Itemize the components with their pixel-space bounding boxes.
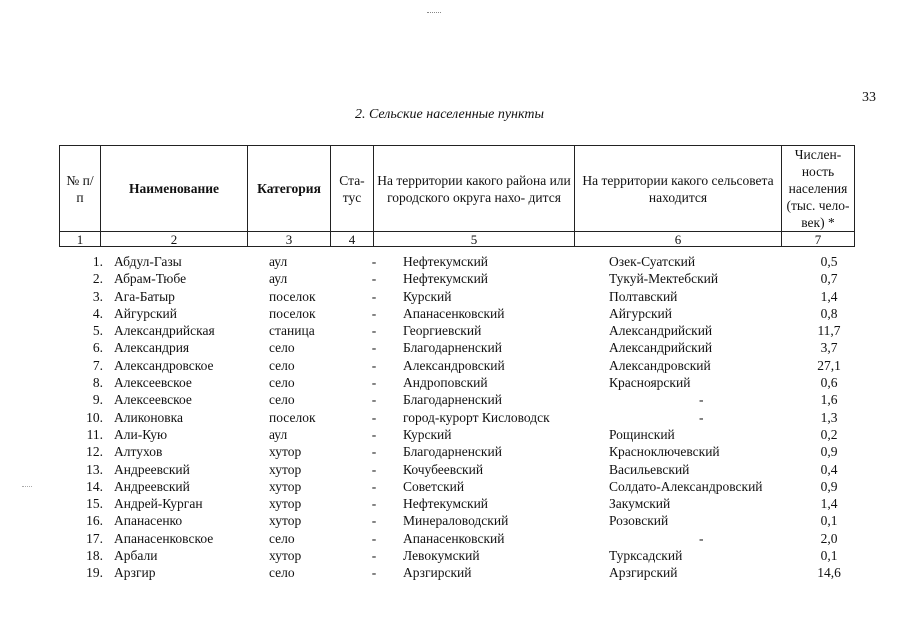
row-number: 3. [92, 288, 103, 304]
district-name: Левокумский [403, 548, 480, 564]
table-row [59, 530, 854, 547]
population-value: 0,4 [820, 461, 838, 477]
settlement-category: хутор [269, 496, 302, 512]
row-number: 9. [92, 392, 103, 408]
table-row [59, 461, 854, 478]
row-number: 15. [86, 496, 103, 512]
council-name: Александрийский [609, 340, 713, 356]
column-number: 1 [60, 232, 101, 247]
population-value: 11,7 [817, 323, 841, 339]
side-scan-mark [22, 486, 32, 487]
row-number: 17. [86, 530, 103, 546]
population-value: 3,7 [820, 340, 838, 356]
table-row [59, 357, 854, 374]
table-row [59, 339, 854, 356]
column-number: 7 [782, 232, 855, 247]
settlement-name: Абдул-Газы [114, 254, 182, 269]
settlement-status: - [371, 513, 377, 529]
district-name: Курский [403, 426, 452, 442]
district-name: Благодарненский [403, 340, 502, 356]
row-number: 2. [92, 271, 103, 287]
row-number: 13. [86, 461, 103, 477]
council-name: Турксадский [609, 548, 683, 564]
population-value: 0,1 [820, 548, 838, 564]
column-number: 6 [575, 232, 782, 247]
district-name: Апанасенковский [403, 530, 505, 546]
settlement-status: - [371, 530, 377, 546]
district-name: Советский [403, 478, 465, 494]
settlement-category: аул [269, 426, 288, 442]
row-number: 7. [92, 357, 103, 373]
settlement-category: поселок [269, 409, 316, 425]
settlement-name: Арзгир [114, 565, 156, 581]
settlement-category: село [269, 340, 295, 356]
district-name: Нефтекумский [403, 271, 489, 287]
settlement-name: Арбали [114, 548, 158, 564]
population-value: 1,3 [820, 409, 838, 425]
settlement-status: - [371, 478, 377, 494]
header-status: Ста- тус [331, 146, 374, 232]
population-value: 14,6 [817, 565, 841, 581]
settlement-category: аул [269, 271, 288, 287]
population-value: 0,6 [820, 375, 838, 391]
settlement-category: хутор [269, 548, 302, 564]
table-header [59, 145, 855, 247]
population-value: 0,9 [820, 444, 838, 460]
settlement-status: - [371, 254, 377, 269]
council-name: Розовский [609, 513, 669, 529]
table-row [59, 374, 854, 391]
council-name: Закумский [609, 496, 671, 512]
population-value: 27,1 [817, 357, 841, 373]
district-name: Минераловодский [403, 513, 509, 529]
settlement-name: Алексеевское [114, 392, 192, 408]
settlement-status: - [371, 461, 377, 477]
column-number: 5 [374, 232, 575, 247]
district-name: Арзгирский [403, 565, 472, 581]
header-num: № п/п [60, 146, 101, 232]
council-name: Айгурский [609, 305, 673, 321]
settlement-status: - [371, 305, 377, 321]
settlement-name: Али-Кую [114, 426, 168, 442]
district-name: Благодарненский [403, 392, 502, 408]
settlement-status: - [371, 357, 377, 373]
header-population: Числен- ность населения (тыс. чело- век) * [782, 146, 855, 232]
council-name: Красноключевский [609, 444, 720, 460]
row-number: 8. [92, 375, 103, 391]
settlement-category: поселок [269, 305, 316, 321]
settlement-category: хутор [269, 513, 302, 529]
district-name: Апанасенковский [403, 305, 505, 321]
table-row [59, 443, 854, 460]
council-name: - [699, 392, 704, 408]
table-row [59, 426, 854, 443]
settlement-category: хутор [269, 478, 302, 494]
table-row [59, 391, 854, 408]
population-value: 0,9 [820, 478, 838, 494]
settlement-status: - [371, 409, 377, 425]
settlement-category: станица [269, 323, 315, 339]
settlement-status: - [371, 323, 377, 339]
settlement-name: Андреевский [114, 461, 190, 477]
settlement-category: хутор [269, 444, 302, 460]
row-number: 4. [92, 305, 103, 321]
council-name: - [699, 409, 704, 425]
settlement-category: село [269, 357, 295, 373]
council-name: - [699, 530, 704, 546]
settlement-status: - [371, 496, 377, 512]
row-number: 5. [92, 323, 103, 339]
population-value: 0,7 [820, 271, 838, 287]
settlement-name: Алтухов [114, 444, 163, 460]
settlement-category: поселок [269, 288, 316, 304]
table-row [59, 547, 854, 564]
settlement-name: Апанасенко [114, 513, 183, 529]
council-name: Полтавский [609, 288, 678, 304]
district-name: Нефтекумский [403, 496, 489, 512]
table-body [59, 253, 854, 582]
settlement-name: Аликоновка [114, 409, 184, 425]
row-number: 12. [86, 444, 103, 460]
district-name: Благодарненский [403, 444, 502, 460]
settlement-name: Апанасенковское [114, 530, 214, 546]
settlement-status: - [371, 548, 377, 564]
row-number: 14. [86, 478, 103, 494]
district-name: Георгиевский [403, 323, 482, 339]
settlement-name: Айгурский [114, 305, 178, 321]
settlement-status: - [371, 271, 377, 287]
settlement-name: Алексеевское [114, 375, 192, 391]
district-name: Александровский [403, 357, 505, 373]
row-number: 6. [92, 340, 103, 356]
section-title: 2. Сельские населенные пункты [355, 107, 544, 122]
council-name: Васильевский [609, 461, 690, 477]
settlement-name: Андрей-Курган [114, 496, 203, 512]
settlement-category: хутор [269, 461, 302, 477]
district-name: Курский [403, 288, 452, 304]
header-category: Категория [248, 146, 331, 232]
column-number: 2 [101, 232, 248, 247]
settlement-status: - [371, 426, 377, 442]
population-value: 0,1 [820, 513, 838, 529]
table-row [59, 495, 854, 512]
district-name: Кочубеевский [403, 461, 484, 477]
settlement-status: - [371, 392, 377, 408]
column-number: 3 [248, 232, 331, 247]
top-scan-mark [427, 12, 441, 13]
row-number: 19. [86, 565, 103, 581]
page-number: 33 [862, 90, 876, 105]
council-name: Рощинский [609, 426, 675, 442]
table-row [59, 512, 854, 529]
settlement-category: аул [269, 254, 288, 269]
table-row [59, 288, 854, 305]
settlement-name: Ага-Батыр [114, 288, 175, 304]
table-row [59, 478, 854, 495]
population-value: 2,0 [820, 530, 838, 546]
settlement-name: Александровское [114, 357, 214, 373]
table-row [59, 305, 854, 322]
row-number: 16. [86, 513, 103, 529]
settlement-name: Андреевский [114, 478, 190, 494]
population-value: 0,8 [820, 305, 838, 321]
row-number: 18. [86, 548, 103, 564]
settlement-name: Александрия [114, 340, 190, 356]
settlement-category: село [269, 375, 295, 391]
population-value: 1,6 [820, 392, 838, 408]
row-number: 10. [86, 409, 103, 425]
population-value: 1,4 [820, 288, 838, 304]
header-district: На территории какого района или городского округа нахо- дится [374, 146, 575, 232]
settlement-name: Александрийская [114, 323, 215, 339]
settlement-status: - [371, 444, 377, 460]
header-name: Наименование [101, 146, 248, 232]
district-name: город-курорт Кисловодск [403, 409, 550, 425]
header-council: На территории какого сельсовета находится [575, 146, 782, 232]
settlement-status: - [371, 375, 377, 391]
settlement-status: - [371, 565, 377, 581]
table-row [59, 564, 854, 581]
council-name: Тукуй-Мектебский [609, 271, 719, 287]
council-name: Александрийский [609, 323, 713, 339]
council-name: Александровский [609, 357, 711, 373]
table-row [59, 270, 854, 287]
council-name: Озек-Суатский [609, 254, 696, 269]
settlement-category: село [269, 392, 295, 408]
council-name: Красноярский [609, 375, 691, 391]
district-name: Андроповский [403, 375, 488, 391]
population-value: 0,2 [820, 426, 838, 442]
settlement-category: село [269, 565, 295, 581]
table-row [59, 409, 854, 426]
row-number: 11. [86, 426, 103, 442]
population-value: 0,5 [820, 254, 838, 269]
settlement-name: Абрам-Тюбе [114, 271, 187, 287]
table-row [59, 253, 854, 270]
council-name: Солдато-Александровский [609, 478, 763, 494]
council-name: Арзгирский [609, 565, 678, 581]
settlement-status: - [371, 288, 377, 304]
table-row [59, 322, 854, 339]
row-number: 1. [92, 254, 103, 269]
settlement-status: - [371, 340, 377, 356]
settlement-category: село [269, 530, 295, 546]
district-name: Нефтекумский [403, 254, 489, 269]
column-number: 4 [331, 232, 374, 247]
population-value: 1,4 [820, 496, 838, 512]
